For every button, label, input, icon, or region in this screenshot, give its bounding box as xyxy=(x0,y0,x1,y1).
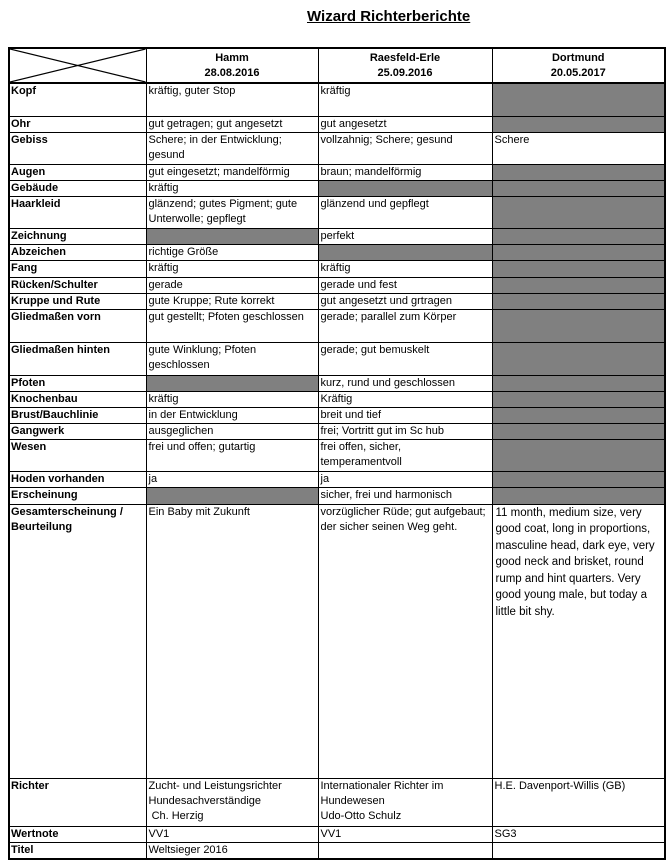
cell-erscheinung-raesfeld-erle: sicher, frei und harmonisch xyxy=(318,487,492,504)
cell-pfoten-dortmund xyxy=(492,375,665,391)
table-row-titel xyxy=(9,842,665,859)
cell-haarkleid-hamm: glänzend; gutes Pigment; gute Unterwolle; gepflegt xyxy=(146,196,318,228)
row-label-haarkleid: Haarkleid xyxy=(9,196,146,228)
cell-gliedmassen-hinten-dortmund xyxy=(492,342,665,375)
table-row-knochenbau xyxy=(9,391,665,407)
row-label-gesamterscheinung: Gesamterscheinung / Beurteilung xyxy=(9,504,146,778)
cell-ohr-hamm: gut getragen; gut angesetzt xyxy=(146,116,318,132)
cell-hoden-vorhanden-raesfeld-erle: ja xyxy=(318,471,492,487)
table-row-brust-bauchlinie xyxy=(9,407,665,423)
cell-knochenbau-raesfeld-erle: Kräftig xyxy=(318,391,492,407)
cell-gangwerk-raesfeld-erle: frei; Vortritt gut im Sc hub xyxy=(318,423,492,439)
cell-titel-raesfeld-erle xyxy=(318,842,492,859)
row-label-gebiss: Gebiss xyxy=(9,132,146,164)
cell-knochenbau-hamm: kräftig xyxy=(146,391,318,407)
cell-augen-hamm: gut eingesetzt; mandelförmig xyxy=(146,164,318,180)
table-row-richter xyxy=(9,778,665,826)
table-row-kruppe-und-rute xyxy=(9,293,665,309)
cell-wesen-dortmund xyxy=(492,439,665,471)
table-row-gliedmassen-hinten xyxy=(9,342,665,375)
cell-gliedmassen-hinten-hamm: gute Winklung; Pfoten geschlossen xyxy=(146,342,318,375)
cell-gangwerk-dortmund xyxy=(492,423,665,439)
row-label-knochenbau: Knochenbau xyxy=(9,391,146,407)
row-label-kruppe-und-rute: Kruppe und Rute xyxy=(9,293,146,309)
row-label-ruecken-schulter: Rücken/Schulter xyxy=(9,277,146,293)
cell-kopf-raesfeld-erle: kräftig xyxy=(318,83,492,116)
cell-fang-raesfeld-erle: kräftig xyxy=(318,260,492,277)
row-label-wertnote: Wertnote xyxy=(9,826,146,842)
row-label-augen: Augen xyxy=(9,164,146,180)
cell-ruecken-schulter-hamm: gerade xyxy=(146,277,318,293)
row-label-zeichnung: Zeichnung xyxy=(9,228,146,244)
column-header-raesfeld-erle xyxy=(318,48,492,83)
table-row-ruecken-schulter xyxy=(9,277,665,293)
cell-kruppe-und-rute-dortmund xyxy=(492,293,665,309)
cell-gebaeude-raesfeld-erle xyxy=(318,180,492,196)
table-row-gliedmassen-vorn xyxy=(9,309,665,342)
cell-brust-bauchlinie-raesfeld-erle: breit und tief xyxy=(318,407,492,423)
cell-abzeichen-raesfeld-erle xyxy=(318,244,492,260)
cell-haarkleid-raesfeld-erle: glänzend und gepflegt xyxy=(318,196,492,228)
cell-ohr-raesfeld-erle: gut angesetzt xyxy=(318,116,492,132)
cell-gangwerk-hamm: ausgeglichen xyxy=(146,423,318,439)
row-label-wesen: Wesen xyxy=(9,439,146,471)
cell-augen-dortmund xyxy=(492,164,665,180)
cell-wertnote-raesfeld-erle: VV1 xyxy=(318,826,492,842)
cell-wesen-raesfeld-erle: frei offen, sicher, temperamentvoll xyxy=(318,439,492,471)
cell-gliedmassen-vorn-raesfeld-erle: gerade; parallel zum Körper xyxy=(318,309,492,342)
cell-kruppe-und-rute-hamm: gute Kruppe; Rute korrekt xyxy=(146,293,318,309)
row-label-ohr: Ohr xyxy=(9,116,146,132)
cell-gebiss-hamm: Schere; in der Entwicklung; gesund xyxy=(146,132,318,164)
cell-ruecken-schulter-dortmund xyxy=(492,277,665,293)
cell-zeichnung-dortmund xyxy=(492,228,665,244)
table-row-ohr xyxy=(9,116,665,132)
table-row-gebaeude xyxy=(9,180,665,196)
row-label-abzeichen: Abzeichen xyxy=(9,244,146,260)
table-row-haarkleid xyxy=(9,196,665,228)
row-label-gliedmassen-vorn: Gliedmaßen vorn xyxy=(9,309,146,342)
show-date-hamm: 28.08.2016 xyxy=(204,67,260,79)
table-row-abzeichen xyxy=(9,244,665,260)
show-date-raesfeld-erle: 25.09.2016 xyxy=(377,67,433,79)
cell-gebiss-raesfeld-erle: vollzahnig; Schere; gesund xyxy=(318,132,492,164)
cell-gebiss-dortmund: Schere xyxy=(492,132,665,164)
table-row-wesen xyxy=(9,439,665,471)
cell-erscheinung-hamm xyxy=(146,487,318,504)
cell-gebaeude-hamm: kräftig xyxy=(146,180,318,196)
cell-abzeichen-hamm: richtige Größe xyxy=(146,244,318,260)
column-header-hamm xyxy=(146,48,318,83)
cell-richter-hamm: Zucht- und Leistungsrichter Hundesachverständige Ch. Herzig xyxy=(146,778,318,826)
cell-titel-hamm: Weltsieger 2016 xyxy=(146,842,318,859)
row-label-pfoten: Pfoten xyxy=(9,375,146,391)
row-label-richter: Richter xyxy=(9,778,146,826)
judge-report-table xyxy=(8,47,666,860)
cell-kopf-dortmund xyxy=(492,83,665,116)
table-row-kopf xyxy=(9,83,665,116)
table-row-zeichnung xyxy=(9,228,665,244)
row-label-gliedmassen-hinten: Gliedmaßen hinten xyxy=(9,342,146,375)
cell-pfoten-raesfeld-erle: kurz, rund und geschlossen xyxy=(318,375,492,391)
table-row-augen xyxy=(9,164,665,180)
cell-hoden-vorhanden-hamm: ja xyxy=(146,471,318,487)
cell-haarkleid-dortmund xyxy=(492,196,665,228)
cell-wertnote-hamm: VV1 xyxy=(146,826,318,842)
table-row-erscheinung xyxy=(9,487,665,504)
table-row-fang xyxy=(9,260,665,277)
cell-gebaeude-dortmund xyxy=(492,180,665,196)
show-place-hamm: Hamm xyxy=(215,52,249,64)
table-row-wertnote xyxy=(9,826,665,842)
cell-titel-dortmund xyxy=(492,842,665,859)
row-label-kopf: Kopf xyxy=(9,83,146,116)
cell-fang-hamm: kräftig xyxy=(146,260,318,277)
show-place-dortmund: Dortmund xyxy=(551,52,605,64)
cell-kruppe-und-rute-raesfeld-erle: gut angesetzt und grtragen xyxy=(318,293,492,309)
row-label-gangwerk: Gangwerk xyxy=(9,423,146,439)
cell-brust-bauchlinie-dortmund xyxy=(492,407,665,423)
cell-ohr-dortmund xyxy=(492,116,665,132)
cell-kopf-hamm: kräftig, guter Stop xyxy=(146,83,318,116)
cell-brust-bauchlinie-hamm: in der Entwicklung xyxy=(146,407,318,423)
cell-wesen-hamm: frei und offen; gutartig xyxy=(146,439,318,471)
cell-abzeichen-dortmund xyxy=(492,244,665,260)
cell-knochenbau-dortmund xyxy=(492,391,665,407)
cell-gesamterscheinung-dortmund: 11 month, medium size, very good coat, long in proportions, masculine head, dark eye, very good neck and brisket, round rump and hint quarters. Very good young male, but today a little bit shy. xyxy=(492,504,665,778)
cell-ruecken-schulter-raesfeld-erle: gerade und fest xyxy=(318,277,492,293)
cell-gesamterscheinung-raesfeld-erle: vorzüglicher Rüde; gut aufgebaut; der sicher seinen Weg geht. xyxy=(318,504,492,778)
cross-mark-icon xyxy=(10,49,146,82)
table-row-hoden-vorhanden xyxy=(9,471,665,487)
cell-gliedmassen-vorn-dortmund xyxy=(492,309,665,342)
row-label-brust-bauchlinie: Brust/Bauchlinie xyxy=(9,407,146,423)
row-label-titel: Titel xyxy=(9,842,146,859)
table-row-gangwerk xyxy=(9,423,665,439)
cell-fang-dortmund xyxy=(492,260,665,277)
cell-gliedmassen-hinten-raesfeld-erle: gerade; gut bemuskelt xyxy=(318,342,492,375)
cell-wertnote-dortmund: SG3 xyxy=(492,826,665,842)
column-header-dortmund xyxy=(492,48,665,83)
table-row-pfoten xyxy=(9,375,665,391)
cell-pfoten-hamm xyxy=(146,375,318,391)
table-row-gesamterscheinung xyxy=(9,504,665,778)
cell-augen-raesfeld-erle: braun; mandelförmig xyxy=(318,164,492,180)
cell-gliedmassen-vorn-hamm: gut gestellt; Pfoten geschlossen xyxy=(146,309,318,342)
cell-hoden-vorhanden-dortmund xyxy=(492,471,665,487)
show-place-raesfeld-erle: Raesfeld-Erle xyxy=(369,52,441,64)
cell-zeichnung-hamm xyxy=(146,228,318,244)
row-label-hoden-vorhanden: Hoden vorhanden xyxy=(9,471,146,487)
cell-richter-dortmund: H.E. Davenport-Willis (GB) xyxy=(492,778,665,826)
row-label-gebaeude: Gebäude xyxy=(9,180,146,196)
table-row-gebiss xyxy=(9,132,665,164)
cell-richter-raesfeld-erle: Internationaler Richter im Hundewesen Udo-Otto Schulz xyxy=(318,778,492,826)
header-corner-cell xyxy=(9,48,146,83)
row-label-erscheinung: Erscheinung xyxy=(9,487,146,504)
cell-zeichnung-raesfeld-erle: perfekt xyxy=(318,228,492,244)
show-date-dortmund: 20.05.2017 xyxy=(550,67,606,79)
header-row xyxy=(9,48,665,83)
cell-gesamterscheinung-hamm: Ein Baby mit Zukunft xyxy=(146,504,318,778)
row-label-fang: Fang xyxy=(9,260,146,277)
cell-erscheinung-dortmund xyxy=(492,487,665,504)
page-title: Wizard Richterberichte xyxy=(307,8,471,25)
